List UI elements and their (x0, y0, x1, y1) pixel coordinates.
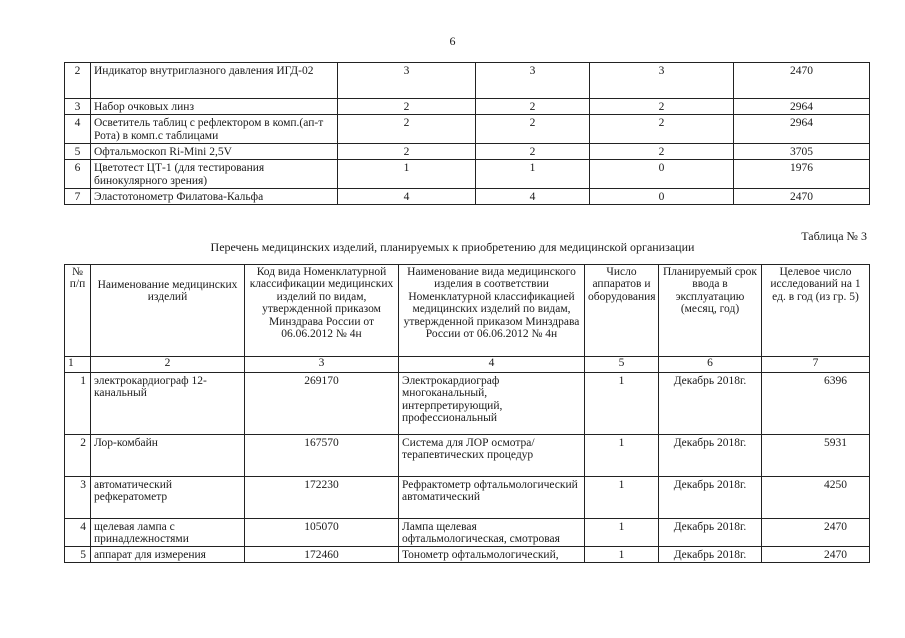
value-cell: 2 (476, 144, 590, 160)
device-kind: Система для ЛОР осмотра/терапевтических процедур (399, 435, 585, 477)
value-cell: 4 (338, 189, 476, 205)
value-cell: 2470 (734, 189, 870, 205)
table-row (65, 189, 870, 205)
header-cell: Планируемый срок ввода в эксплуатацию (месяц, год) (659, 265, 762, 357)
target-studies: 2470 (762, 519, 870, 547)
column-number: 7 (762, 357, 870, 373)
row-number: 1 (65, 373, 91, 435)
value-cell: 4 (476, 189, 590, 205)
nomenclature-code: 172230 (245, 477, 399, 519)
nomenclature-code: 269170 (245, 373, 399, 435)
table-row (65, 477, 870, 519)
table-row (65, 99, 870, 115)
value-cell: 2 (338, 115, 476, 144)
target-studies: 4250 (762, 477, 870, 519)
column-number: 1 (65, 357, 91, 373)
device-count: 1 (585, 519, 659, 547)
device-kind: Рефрактометр офтальмологический автоматический (399, 477, 585, 519)
value-cell: 1976 (734, 160, 870, 189)
value-cell: 0 (590, 160, 734, 189)
device-name: электрокардиограф 12-канальный (91, 373, 245, 435)
row-number: 6 (65, 160, 91, 189)
row-number: 4 (65, 519, 91, 547)
value-cell: 2 (338, 144, 476, 160)
row-number: 2 (65, 63, 91, 99)
header-row (65, 265, 870, 357)
device-kind: Лампа щелевая офтальмологическая, смотровая (399, 519, 585, 547)
table-row (65, 546, 870, 562)
commissioning-date: Декабрь 2018г. (659, 477, 762, 519)
device-name: щелевая лампа с принадлежностями (91, 519, 245, 547)
item-name: Осветитель таблиц с рефлектором в комп.(ап-т Рота) в комп.с таблицами (91, 115, 338, 144)
device-count: 1 (585, 435, 659, 477)
value-cell: 2 (590, 144, 734, 160)
commissioning-date: Декабрь 2018г. (659, 519, 762, 547)
nomenclature-code: 105070 (245, 519, 399, 547)
header-cell: Наименование вида медицинского изделия в соответствии Номенклатурной классификацией медицинских изделий по видам, утвержденной приказом Минздрава России от 06.06.2012 № 4н (399, 265, 585, 357)
row-number: 5 (65, 546, 91, 562)
item-name: Офтальмоскоп Ri-Mini 2,5V (91, 144, 338, 160)
header-cell: Целевое число исследований на 1 ед. в год (из гр. 5) (762, 265, 870, 357)
value-cell: 2964 (734, 99, 870, 115)
value-cell: 2 (590, 115, 734, 144)
row-number: 2 (65, 435, 91, 477)
equipment-table-continued (64, 62, 870, 205)
device-name: автоматический рефкератометр (91, 477, 245, 519)
target-studies: 6396 (762, 373, 870, 435)
table-title: Перечень медицинских изделий, планируемых к приобретению для медицинской организации (210, 240, 695, 254)
value-cell: 3 (590, 63, 734, 99)
item-name: Цветотест ЦТ-1 (для тестирования бинокулярного зрения) (91, 160, 338, 189)
value-cell: 3705 (734, 144, 870, 160)
column-number: 3 (245, 357, 399, 373)
value-cell: 1 (476, 160, 590, 189)
table-number-label: Таблица № 3 (801, 229, 867, 243)
nomenclature-code: 167570 (245, 435, 399, 477)
value-cell: 2 (590, 99, 734, 115)
header-cell: Наименование медицинских изделий (91, 265, 245, 357)
header-cell: Код вида Номенклатурной классификации медицинских изделий по видам, утвержденной приказом Минздрава России от 06.06.2012 № 4н (245, 265, 399, 357)
row-number: 3 (65, 477, 91, 519)
value-cell: 0 (590, 189, 734, 205)
value-cell: 2964 (734, 115, 870, 144)
table-row (65, 160, 870, 189)
column-number-row (65, 357, 870, 373)
value-cell: 1 (338, 160, 476, 189)
column-number: 4 (399, 357, 585, 373)
device-name: аппарат для измерения (91, 546, 245, 562)
column-number: 5 (585, 357, 659, 373)
nomenclature-code: 172460 (245, 546, 399, 562)
target-studies: 2470 (762, 546, 870, 562)
table-row (65, 63, 870, 99)
value-cell: 2470 (734, 63, 870, 99)
item-name: Индикатор внутриглазного давления ИГД-02 (91, 63, 338, 99)
value-cell: 2 (338, 99, 476, 115)
target-studies: 5931 (762, 435, 870, 477)
commissioning-date: Декабрь 2018г. (659, 373, 762, 435)
row-number: 3 (65, 99, 91, 115)
commissioning-date: Декабрь 2018г. (659, 546, 762, 562)
column-number: 6 (659, 357, 762, 373)
header-cell: Число аппаратов и оборудования (585, 265, 659, 357)
row-number: 7 (65, 189, 91, 205)
device-name: Лор-комбайн (91, 435, 245, 477)
device-count: 1 (585, 373, 659, 435)
row-number: 4 (65, 115, 91, 144)
planned-purchases-table (64, 264, 870, 563)
row-number: 5 (65, 144, 91, 160)
device-count: 1 (585, 546, 659, 562)
device-count: 1 (585, 477, 659, 519)
table-row (65, 519, 870, 547)
value-cell: 3 (476, 63, 590, 99)
value-cell: 3 (338, 63, 476, 99)
column-number: 2 (91, 357, 245, 373)
table-row (65, 373, 870, 435)
page-number: 6 (449, 34, 456, 48)
table-row (65, 144, 870, 160)
value-cell: 2 (476, 115, 590, 144)
table-row (65, 435, 870, 477)
device-kind: Тонометр офтальмологический, (399, 546, 585, 562)
item-name: Набор очковых линз (91, 99, 338, 115)
item-name: Эластотонометр Филатова-Кальфа (91, 189, 338, 205)
header-cell: № п/п (65, 265, 91, 357)
table-row (65, 115, 870, 144)
commissioning-date: Декабрь 2018г. (659, 435, 762, 477)
device-kind: Электрокардиограф многоканальный, интерпретирующий, профессиональный (399, 373, 585, 435)
value-cell: 2 (476, 99, 590, 115)
